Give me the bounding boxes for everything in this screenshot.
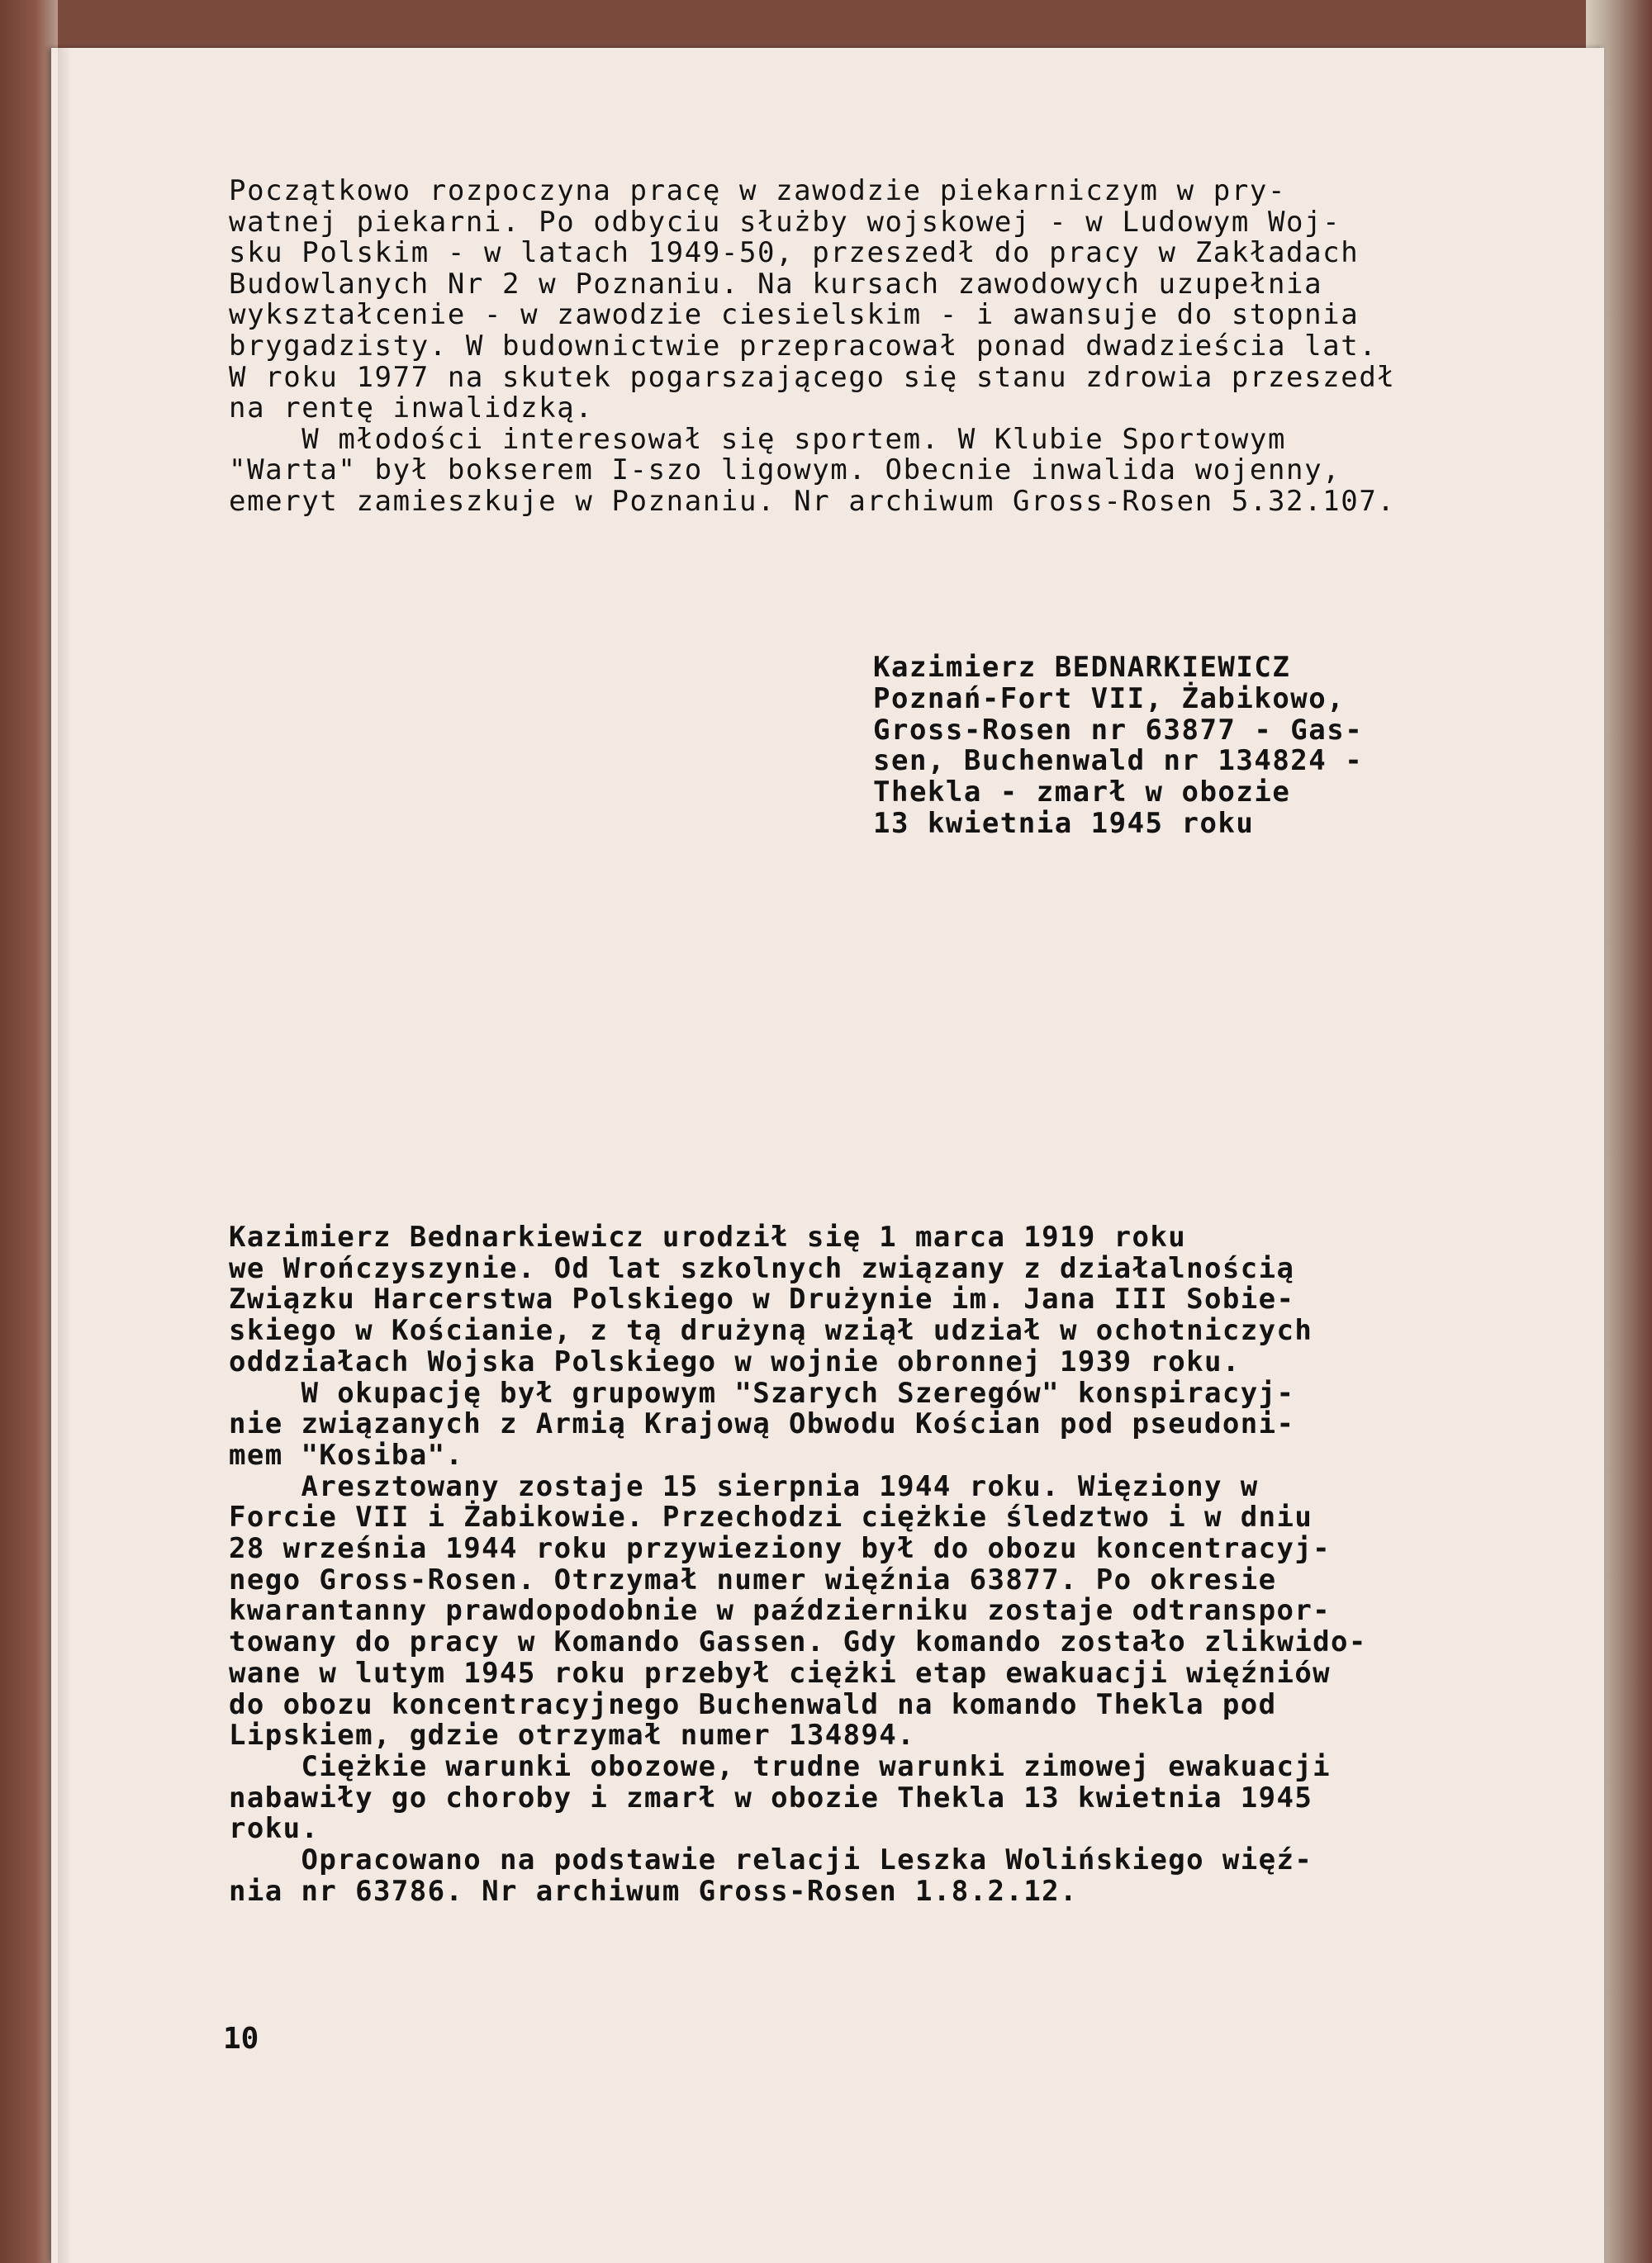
page-number: 10 (223, 2022, 259, 2056)
document-page (51, 48, 1604, 2263)
paragraph-bednarkiewicz-bio: Kazimierz Bednarkiewicz urodził się 1 marca 1919 roku we Wrończyszynie. Od lat szkolnych związany z działalnością Związku Harcerstwa Polskiego w Drużynie im. Jana III Sobie- skiego w Kościanie, z tą drużyną wziął udział w ochotniczych oddziałach Wojska Polskiego w wojnie obronnej 1939 roku. W okupację był grupowym "Szarych Szeregów" konspiracyj- nie związanych z Armią Krajową Obwodu Kościan pod pseudoni- mem "Kosiba". Aresztowany zostaje 15 sierpnia 1944 roku. Więziony w Forcie VII i Żabikowie. Przechodzi ciężkie śledztwo i w dniu 28 września 1944 roku przywieziony był do obozu koncentracyj- nego Gross-Rosen. Otrzymał numer więźnia 63877. Po okresie kwarantanny prawdopodobnie w październiku zostaje odtranspor- towany do pracy w Komando Gassen. Gdy komando zostało zlikwido- wane w lutym 1945 roku przebył ciężki etap ewakuacji więźniów do obozu koncentracyjnego Buchenwald na komando Thekla pod Lipskiem, gdzie otrzymał numer 134894. Ciężkie warunki obozowe, trudne warunki zimowej ewakuacji nabawiły go choroby i zmarł w obozie Thekla 13 kwietnia 1945 roku. Opracowano na podstawie relacji Leszka Wolińskiego więź- nia nr 63786. Nr archiwum Gross-Rosen 1.8.2.12. (229, 1221, 1367, 1908)
paragraph-bio-continuation: Początkowo rozpoczyna pracę w zawodzie piekarniczym w pry- watnej piekarni. Po odbyciu służby wojskowej - w Ludowym Woj- sku Polskim - w latach 1949-50, przeszedł do pracy w Zakładach Budowlanych Nr 2 w Poznaniu. Na kursach zawodowych uzupełnia wykształcenie - w zawodzie ciesielskim - i awansuje do stopnia brygadzisty. W budownictwie przepracował ponad dwadzieścia lat. W roku 1977 na skutek pogarszającego się stanu zdrowia przeszedł na rentę inwalidzką. W młodości interesował się sportem. W Klubie Sportowym "Warta" był bokserem I-szo ligowym. Obecnie inwalida wojenny, emeryt zamieszkuje w Poznaniu. Nr archiwum Gross-Rosen 5.32.107. (229, 174, 1396, 518)
person-header-block: Kazimierz BEDNARKIEWICZ Poznań-Fort VII, Żabikowo, Gross-Rosen nr 63877 - Gas- sen, Buchenwald nr 134824 - Thekla - zmarł w obozie 13 kwietnia 1945 roku (873, 651, 1364, 840)
scan-background-left (0, 0, 58, 2263)
